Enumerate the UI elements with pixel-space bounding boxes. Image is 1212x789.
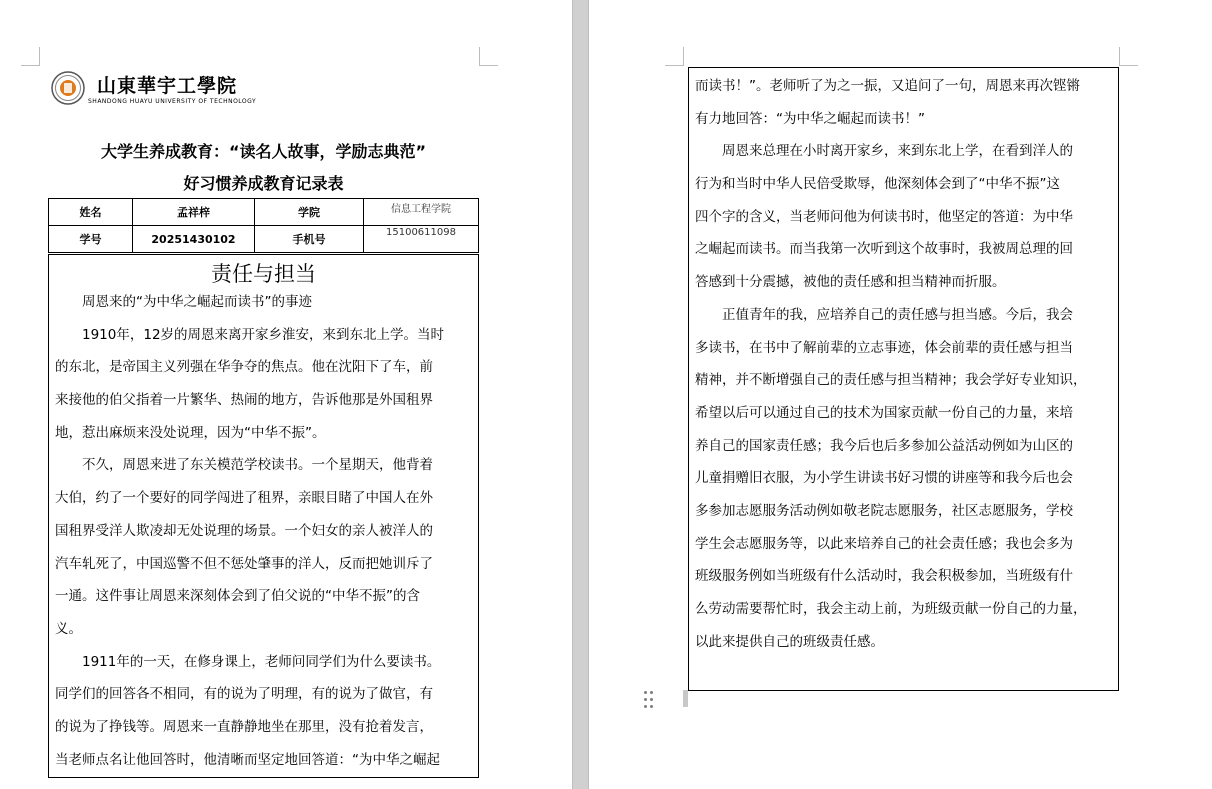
school-seal-icon — [51, 71, 85, 105]
essay-line: 不久，周恩来进了东关模范学校读书。一个星期天，他背着 — [55, 457, 433, 474]
school-name-en: SHANDONG HUAYU UNIVERSITY OF TECHNOLOGY — [88, 98, 257, 105]
essay-line: 义。 — [55, 620, 82, 637]
essay-body-left — [55, 286, 473, 776]
student-id-label: 学号 — [49, 226, 133, 253]
essay-line: 周恩来总理在小时离开家乡，来到东北上学，在看到洋人的 — [695, 143, 1073, 160]
document-subtitle: 好习惯养成教育记录表 — [183, 174, 344, 193]
essay-line: 之崛起而读书。而当我第一次听到这个故事时，我被周总理的回 — [695, 241, 1073, 258]
essay-line: 多参加志愿服务活动例如敬老院志愿服务，社区志愿服务，学校 — [695, 502, 1073, 519]
essay-line: 么劳动需要帮忙时，我会主动上前，为班级贡献一份自己的力量， — [695, 601, 1087, 617]
essay-line: 大伯，约了一个要好的同学闯进了租界，亲眼目睹了中国人在外 — [55, 490, 433, 507]
name-label: 姓名 — [49, 199, 133, 226]
page-gap — [572, 0, 589, 789]
document-page-right[interactable] — [589, 0, 1212, 789]
essay-line: 班级服务例如当班级有什么活动时，我会积极参加，当班级有什 — [695, 568, 1073, 585]
margin-corner-mark — [21, 47, 40, 66]
essay-line: 希望以后可以通过自己的技术为国家贡献一份自己的力量，来培 — [695, 404, 1073, 421]
essay-line: 有力地回答：“为中华之崛起而读书！” — [695, 110, 925, 127]
essay-line: 地，惹出麻烦来没处说理，因为“中华不振”。 — [55, 424, 326, 441]
essay-line: 来接他的伯父指着一片繁华、热闹的地方，告诉他那是外国租界 — [55, 392, 433, 409]
essay-line: 1911年的一天，在修身课上，老师问同学们为什么要读书。 — [55, 653, 441, 670]
phone-label: 手机号 — [255, 226, 364, 253]
essay-line: 答感到十分震撼，被他的责任感和担当精神而折服。 — [695, 274, 1006, 291]
essay-line: 当老师点名让他回答时，他清晰而坚定地回答道：“为中华之崛起 — [55, 751, 440, 768]
table-row — [49, 226, 479, 253]
name-value[interactable]: 孟祥梓 — [133, 199, 255, 226]
essay-line: 国租界受洋人欺凌却无处说理的场景。一个妇女的亲人被洋人的 — [55, 522, 433, 539]
essay-line: 四个字的含义，当老师问他为何读书时，他坚定的答道：为中华 — [695, 208, 1073, 225]
essay-box-continued[interactable] — [688, 67, 1119, 691]
essay-line: 的说为了挣钱等。周恩来一直静静地坐在那里，没有抢着发言， — [55, 718, 433, 735]
essay-box[interactable] — [48, 254, 479, 778]
essay-body-right — [695, 70, 1113, 658]
table-row — [49, 199, 479, 226]
student-info-table — [48, 198, 479, 253]
essay-line: 周恩来的“为中华之崛起而读书”的事迹 — [55, 294, 312, 310]
essay-line: 而读书！”。老师听了为之一振，又追问了一句，周恩来再次铿锵 — [695, 78, 1080, 94]
essay-line: 同学们的回答各不相同，有的说为了明理，有的说为了做官，有 — [55, 686, 433, 703]
essay-line: 养自己的国家责任感；我今后也后多参加公益活动例如为山区的 — [695, 437, 1073, 454]
phone-value[interactable]: 15100611098 — [364, 226, 479, 253]
drag-handle-icon[interactable] — [644, 689, 654, 709]
document-page-left[interactable] — [0, 0, 572, 789]
essay-line: 精神，并不断增强自己的责任感与担当精神；我会学好专业知识， — [695, 372, 1087, 389]
essay-line: 多读书，在书中了解前辈的立志事迹，体会前辈的责任感与担当 — [695, 339, 1073, 356]
essay-heading: 责任与担当 — [211, 262, 316, 286]
essay-line: 儿童捐赠旧衣服，为小学生讲读书好习惯的讲座等和我今后也会 — [695, 470, 1073, 487]
essay-line: 的东北，是帝国主义列强在华争夺的焦点。他在沈阳下了车，前 — [55, 359, 433, 376]
margin-corner-mark — [665, 47, 684, 66]
school-name-cn: 山東華宇工學院 — [97, 75, 238, 97]
college-label: 学院 — [255, 199, 364, 226]
essay-line: 学生会志愿服务等，以此来培养自己的社会责任感；我也会多为 — [695, 535, 1073, 552]
essay-line: 汽车轧死了，中国巡警不但不惩处肇事的洋人，反而把她训斥了 — [55, 555, 433, 572]
margin-corner-mark — [479, 47, 498, 66]
essay-line: 一通。这件事让周恩来深刻体会到了伯父说的“中华不振”的含 — [55, 588, 420, 605]
essay-line: 1910年，12岁的周恩来离开家乡淮安，来到东北上学。当时 — [55, 326, 445, 343]
student-id-value[interactable]: 20251430102 — [133, 226, 255, 253]
document-title: 大学生养成教育：“读名人故事，学励志典范” — [100, 142, 427, 161]
essay-line: 以此来提供自己的班级责任感。 — [695, 633, 884, 650]
essay-line: 正值青年的我，应培养自己的责任感与担当感。今后，我会 — [695, 306, 1073, 323]
margin-corner-mark — [1119, 47, 1138, 66]
college-value[interactable]: 信息工程学院 — [364, 199, 479, 226]
text-cursor-marker — [683, 690, 688, 707]
essay-line: 行为和当时中华人民倍受欺辱，他深刻体会到了“中华不振”这 — [695, 176, 1060, 193]
